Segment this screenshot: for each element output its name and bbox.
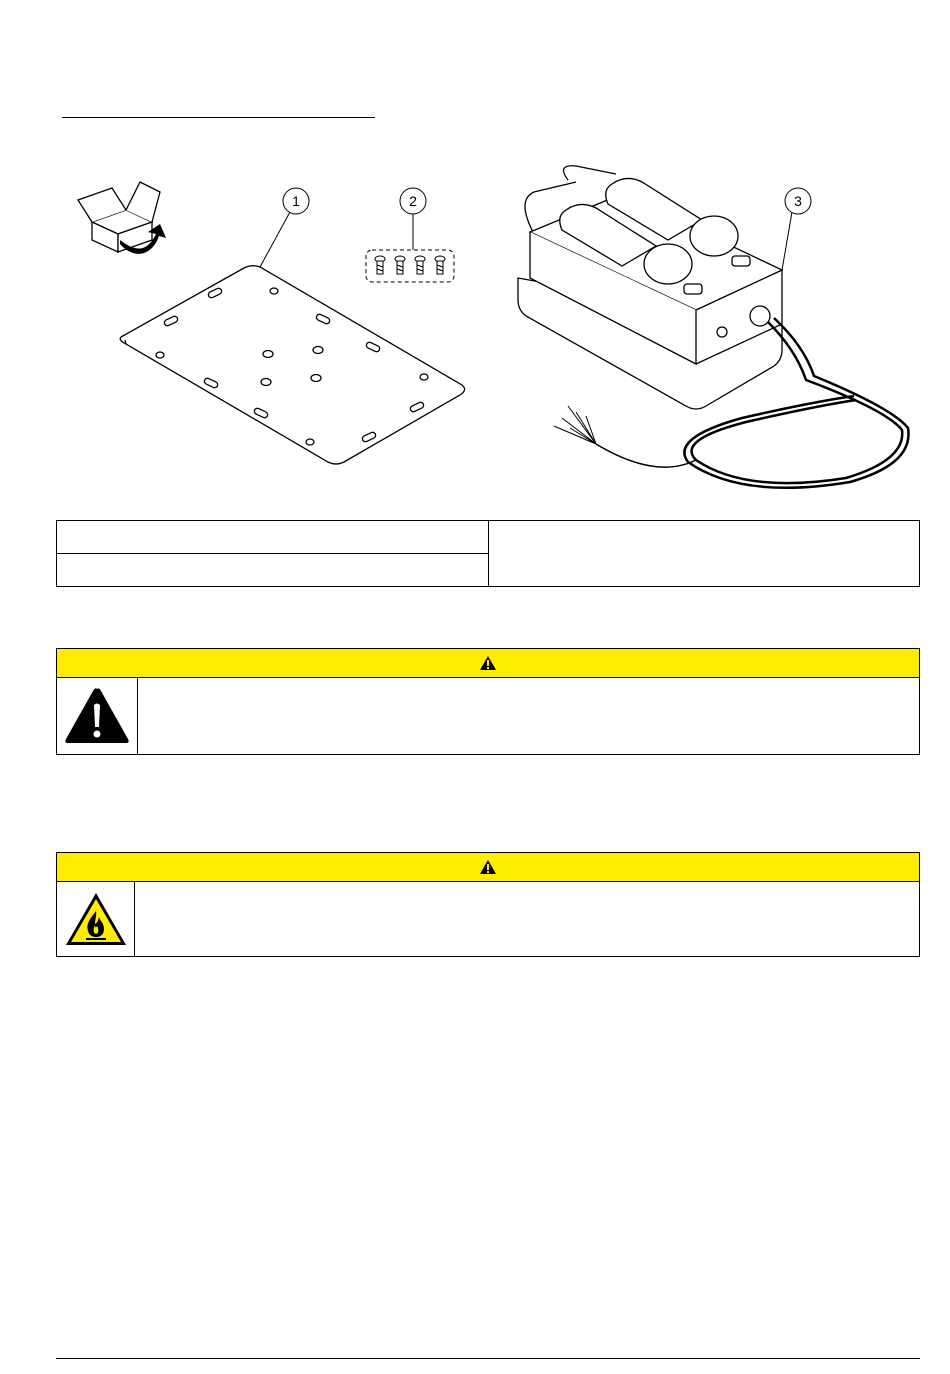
callout-2: 2 [409,193,417,209]
table-cell [488,521,920,587]
open-box-icon [78,182,160,252]
hazard-bar [57,649,919,678]
icon-cell [57,882,135,956]
icon-cell [57,678,138,754]
pump-module [518,166,782,409]
footer-rule [56,1358,920,1359]
warning-text [138,678,919,754]
section-heading-rule [62,117,375,118]
base-plate [120,266,464,464]
warning-triangle-icon [479,859,497,875]
warning-triangle-icon [479,655,497,671]
table-cell [57,554,489,587]
hazard-bar [57,853,919,882]
callout-1: 1 [292,193,300,209]
table-cell [57,521,489,554]
parts-illustration [56,160,920,500]
warning-box-fire [56,852,920,957]
warning-text [135,882,919,956]
screw-icons [375,256,445,274]
warning-box-general [56,648,920,755]
callout-3: 3 [794,193,802,209]
parts-table [56,520,920,587]
table-row [57,521,920,554]
flammable-hazard-icon [64,891,128,947]
exclamation-triangle-icon [64,687,130,745]
